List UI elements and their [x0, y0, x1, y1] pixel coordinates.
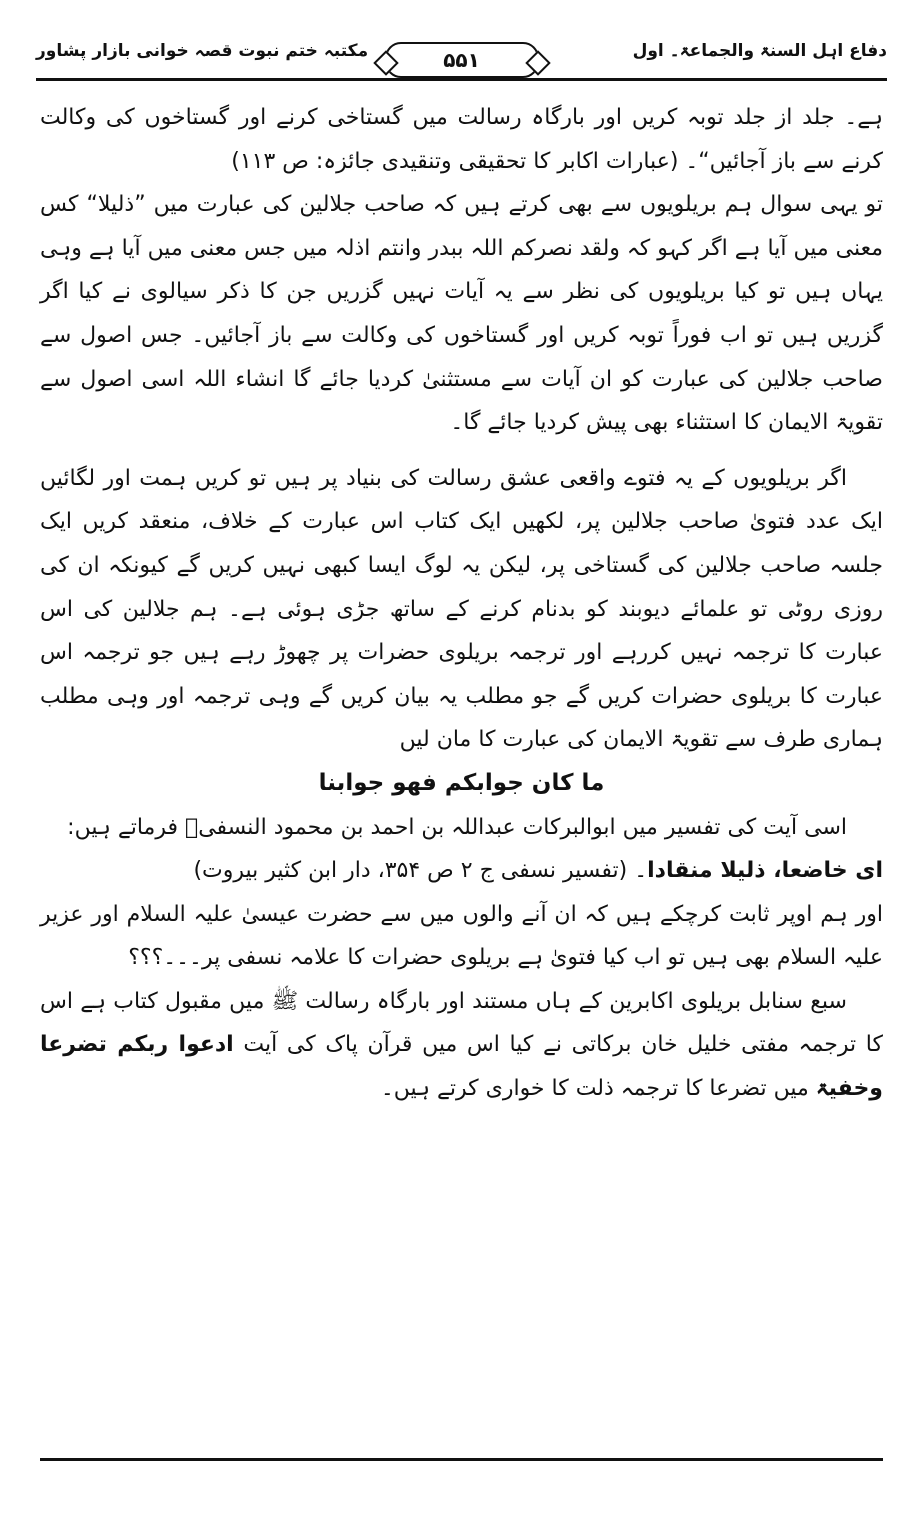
header-divider: [36, 78, 887, 81]
page-number: ۵۵۱: [443, 48, 480, 72]
paragraph-1: ہے۔ جلد از جلد توبہ کریں اور بارگاہ رسالت میں گستاخی کرنے اور گستاخوں کی وکالت کرنے سے باز آجائیں“۔ (عبارات اکابر کا تحقیقی وتنقیدی جائزہ: ص ۱۱۳): [40, 105, 883, 174]
section-heading: ما کان جوابکم فھو جوابنا: [318, 769, 605, 796]
book-title: دفاع اہل السنۃ والجماعۃ۔ اول: [632, 41, 887, 61]
paragraph-6: [40, 980, 883, 1111]
paragraph-6-start: سبع سنابل بریلوی اکابرین کے ہاں مستند اور بارگاہ رسالت ﷺ میں مقبول کتاب ہے اس کا ترجمہ مفتی خلیل خان برکاتی نے کیا اس میں قرآن پاک کی آیت: [40, 988, 883, 1058]
page-body: [40, 96, 883, 1111]
paragraph-5: اور ہم اوپر ثابت کرچکے ہیں کہ ان آنے والوں میں سے حضرت عیسیٰ علیہ السلام اور عزیر علیہ السلام بھی ہیں تو اب کیا فتویٰ ہے بریلوی حضرات کا علامہ نسفی پر۔۔۔؟؟؟: [40, 901, 883, 971]
publisher-name: مکتبہ ختم نبوت قصہ خوانی بازار پشاور: [36, 41, 369, 61]
page-header: [36, 40, 887, 86]
footer-divider: [40, 1458, 883, 1461]
ornament-left-icon: [373, 50, 398, 75]
paragraph-3: اگر بریلویوں کے یہ فتوے واقعی عشق رسالت کی بنیاد پر ہیں تو کریں ہمت اور لگائیں ایک عدد فتویٰ صاحب جلالین پر، لکھیں ایک کتاب اس عبارت کے خلاف، منعقد کریں ایک جلسہ صاحب جلالین کی گستاخی پر، لیکن یہ لوگ ایسا کبھی نہیں کریں گے کیونکہ ان کی روزی روٹی تو علمائے دیوبند کو بدنام کرنے کے ساتھ جڑی ہوئی ہے۔ ہم جلالین کی اس عبارت کا ترجمہ نہیں کررہے اور ترجمہ بریلوی حضرات پر چھوڑ رہے ہیں جو ترجمہ اس عبارت کا بریلوی حضرات کریں گے جو مطلب یہ بیان کریں گے وہی ترجمہ اور وہی مطلب ہماری طرف سے تقویۃ الایمان کی عبارت کا مان لیں: [40, 465, 883, 753]
paragraph-4: اسی آیت کی تفسیر میں ابوالبرکات عبداللہ بن احمد بن محمود النسفیؒ فرماتے ہیں:: [67, 814, 847, 840]
quote-reference: ۔ (تفسیر نسفی ج ۲ ص ۳۵۴، دار ابن کثیر بیروت): [193, 858, 648, 884]
page-number-badge: [385, 42, 539, 78]
quranic-verse: ادعوا ربکم تضرعا وخفیۃ: [40, 1032, 883, 1102]
arabic-quote: ای خاضعا، ذلیلا منقادا: [647, 858, 883, 884]
paragraph-2: تو یہی سوال ہم بریلویوں سے بھی کرتے ہیں کہ صاحب جلالین کی عبارت میں ”ذلیلا“ کس معنی میں آیا ہے اگر کہو کہ ولقد نصرکم اللہ ببدر وانتم اذلہ میں جس معنی میں آیا ہے وہی یہاں ہیں تو کیا بریلویوں کی نظر سے یہ آیات نہیں گزریں جن کا ذکر سیالوی نے کیا اگر گزریں ہیں تو اب فوراً توبہ کریں اور گستاخوں کی وکالت سے باز آجائیں۔ جس اصول سے صاحب جلالین کی عبارت کو ان آیات سے مستثنیٰ کردیا جائے گا انشاء اللہ اسی اصول سے تقویۃ الایمان کا استثناء بھی پیش کردیا جائے گا۔: [40, 192, 883, 436]
quote-paragraph: [40, 849, 883, 893]
paragraph-gap: [40, 445, 883, 457]
paragraph-6-end: میں تضرعا کا ترجمہ ذلت کا خواری کرتے ہیں۔: [380, 1076, 816, 1102]
ornament-right-icon: [525, 50, 550, 75]
